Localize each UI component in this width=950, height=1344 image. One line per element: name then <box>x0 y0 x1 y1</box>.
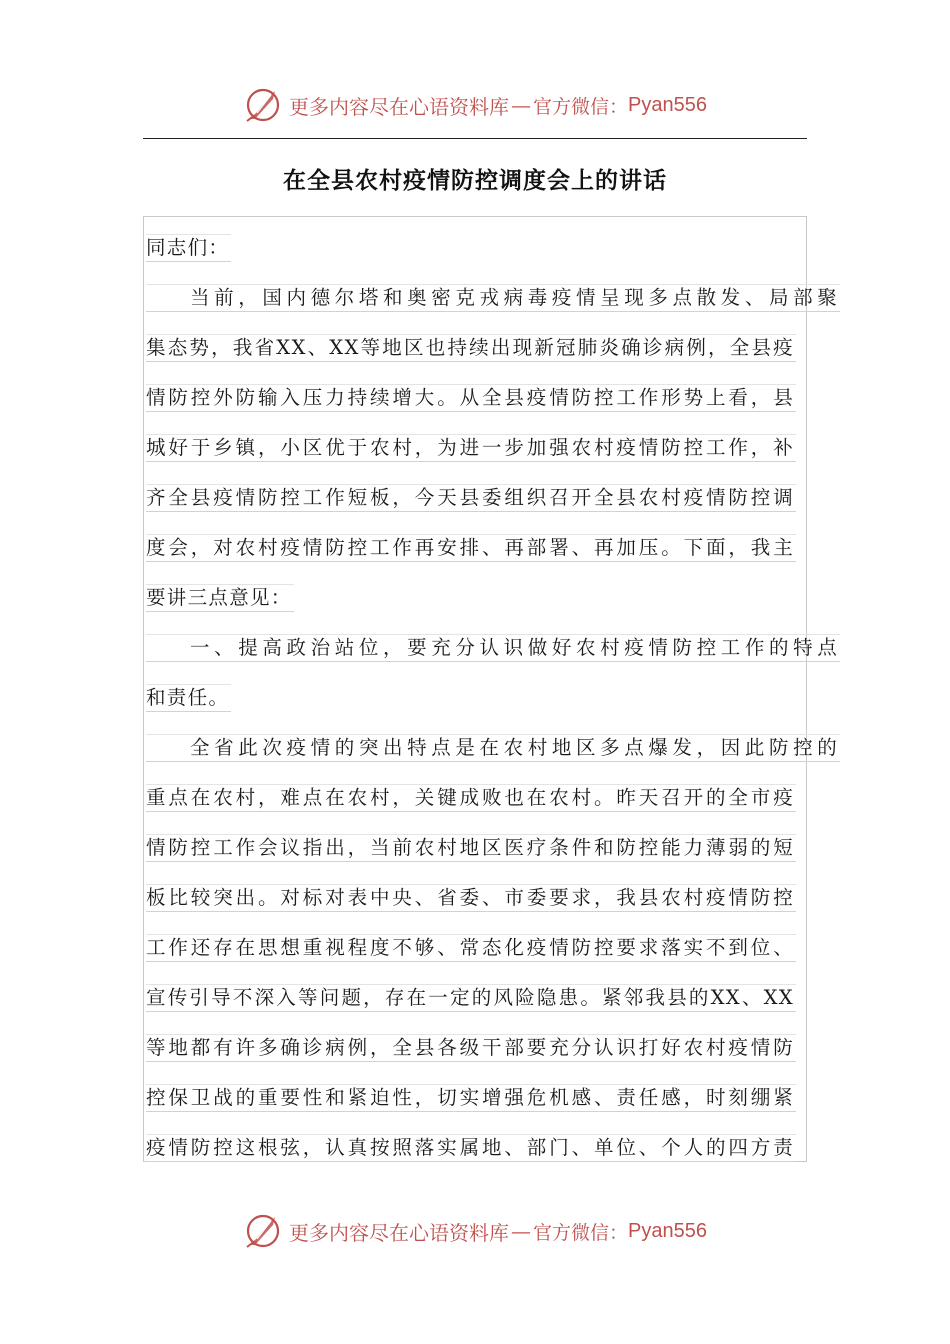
banner-wechat-id: Pyan556 <box>628 93 707 116</box>
text-line: 齐全县疫情防控工作短板，今天县委组织召开全县农村疫情防控调 <box>146 468 806 518</box>
text-line: 工作还存在思想重视程度不够、常态化疫情防控要求落实不到位、 <box>146 918 806 968</box>
text-line: 控保卫战的重要性和紧迫性，切实增强危机感、责任感，时刻绷紧 <box>146 1068 806 1118</box>
document-title: 在全县农村疫情防控调度会上的讲话 <box>283 168 667 194</box>
text-line: 要讲三点意见： <box>146 568 806 618</box>
text-line: 同志们： <box>146 218 806 268</box>
document-body <box>146 218 838 1168</box>
banner-separator: — <box>511 1219 531 1243</box>
header-divider <box>143 138 807 139</box>
text-line: 宣传引导不深入等问题，存在一定的风险隐患。紧邻我县的XX、XX <box>146 968 806 1018</box>
quill-logo-icon <box>243 1211 283 1251</box>
banner-brand-text: 更多内容尽在心语资料库 <box>289 1220 509 1245</box>
section-heading-line: 一、提高政治站位，要充分认识做好农村疫情防控工作的特点 <box>146 618 806 668</box>
banner-contact-label: 官方微信： <box>533 95 629 118</box>
text-line: 情防控外防输入压力持续增大。从全县疫情防控工作形势上看，县 <box>146 368 806 418</box>
text-line: 等地都有许多确诊病例，全县各级干部要充分认识打好农村疫情防 <box>146 1018 806 1068</box>
banner-separator: — <box>511 93 531 117</box>
section-heading-line: 和责任。 <box>146 668 806 718</box>
header-banner <box>0 80 950 130</box>
footer-banner <box>0 1206 950 1256</box>
banner-wechat-id: Pyan556 <box>628 1219 707 1242</box>
banner-brand-text: 更多内容尽在心语资料库 <box>289 94 509 119</box>
text-line: 重点在农村，难点在农村，关键成败也在农村。昨天召开的全市疫 <box>146 768 806 818</box>
text-line: 集态势，我省XX、XX等地区也持续出现新冠肺炎确诊病例，全县疫 <box>146 318 806 368</box>
text-line: 度会，对农村疫情防控工作再安排、再部署、再加压。下面，我主 <box>146 518 806 568</box>
text-line: 板比较突出。对标对表中央、省委、市委要求，我县农村疫情防控 <box>146 868 806 918</box>
text-line: 情防控工作会议指出，当前农村地区医疗条件和防控能力薄弱的短 <box>146 818 806 868</box>
text-line: 城好于乡镇，小区优于农村，为进一步加强农村疫情防控工作，补 <box>146 418 806 468</box>
text-line: 全省此次疫情的突出特点是在农村地区多点爆发，因此防控的 <box>146 718 806 768</box>
quill-logo-icon <box>243 85 283 125</box>
banner-contact-label: 官方微信： <box>533 1221 629 1244</box>
text-line: 当前，国内德尔塔和奥密克戎病毒疫情呈现多点散发、局部聚 <box>146 268 806 318</box>
text-line: 疫情防控这根弦，认真按照落实属地、部门、单位、个人的四方责 <box>146 1118 806 1168</box>
